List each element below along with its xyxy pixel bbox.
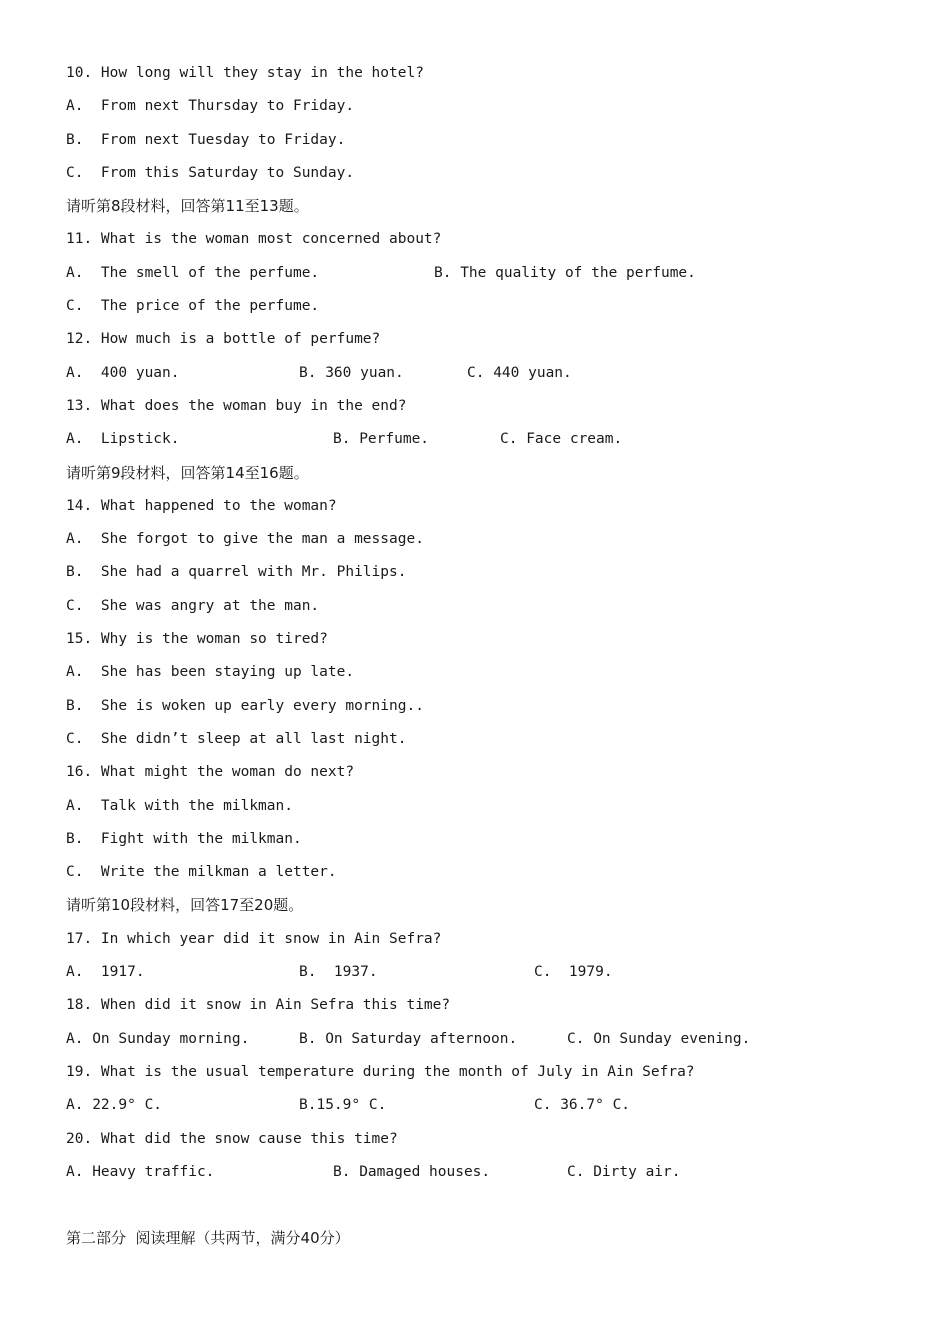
question-13-option-c: C. Face cream.: [500, 431, 623, 448]
question-16-stem: 16. What might the woman do next?: [66, 764, 355, 781]
passage-8-instruction: 请听第8段材料，回答第11至13题。: [66, 197, 309, 216]
section-gap: [66, 1194, 906, 1227]
question-19-option-b: B.15.9° C.: [299, 1097, 387, 1114]
question-10-option-b: B. From next Tuesday to Friday.: [66, 131, 346, 148]
question-15-option-b: B. She is woken up early every morning..: [66, 697, 424, 714]
question-20-stem: 20. What did the snow cause this time?: [66, 1130, 398, 1147]
question-18-stem: 18. When did it snow in Ain Sefra this time?: [66, 997, 451, 1014]
question-12-option-a: A. 400 yuan.: [66, 364, 180, 381]
question-12-option-b: B. 360 yuan.: [299, 364, 404, 381]
part-2-title: 第二部分 阅读理解（共两节，满分40分）: [66, 1229, 350, 1248]
question-19-options-row: [66, 1094, 906, 1127]
question-18-options-row: [66, 1028, 906, 1061]
question-10-option-a: A. From next Thursday to Friday.: [66, 98, 355, 115]
question-12-stem: 12. How much is a bottle of perfume?: [66, 331, 381, 348]
question-14-option-a: A. She forgot to give the man a message.: [66, 531, 424, 548]
question-14-option-b: B. She had a quarrel with Mr. Philips.: [66, 564, 407, 581]
question-18-option-a: A. On Sunday morning.: [66, 1030, 250, 1047]
question-19-option-a: A. 22.9° C.: [66, 1097, 163, 1114]
question-18-option-b: B. On Saturday afternoon.: [299, 1030, 518, 1047]
question-20-option-c: C. Dirty air.: [567, 1163, 681, 1180]
question-11-option-a: A. The smell of the perfume.: [66, 264, 320, 281]
question-17-stem: 17. In which year did it snow in Ain Sefra?: [66, 930, 442, 947]
question-17-option-b: B. 1937.: [299, 964, 378, 981]
passage-9-instruction: 请听第9段材料，回答第14至16题。: [66, 463, 309, 482]
question-13-option-b: B. Perfume.: [333, 431, 430, 448]
question-14-option-c: C. She was angry at the man.: [66, 597, 320, 614]
question-15-option-a: A. She has been staying up late.: [66, 664, 355, 681]
question-19-stem: 19. What is the usual temperature during the month of July in Ain Sefra?: [66, 1063, 695, 1080]
question-20-option-a: A. Heavy traffic.: [66, 1163, 215, 1180]
question-13-option-a: A. Lipstick.: [66, 431, 180, 448]
question-19-option-c: C. 36.7° C.: [534, 1097, 631, 1114]
question-16-option-c: C. Write the milkman a letter.: [66, 864, 337, 881]
question-10-stem: 10. How long will they stay in the hotel?: [66, 65, 424, 81]
question-20-option-b: B. Damaged houses.: [333, 1163, 491, 1180]
question-17-options-row: [66, 961, 906, 994]
question-18-option-c: C. On Sunday evening.: [567, 1030, 751, 1047]
exam-page: [66, 62, 906, 1261]
question-15-stem: 15. Why is the woman so tired?: [66, 631, 328, 648]
question-20-options-row: [66, 1161, 906, 1194]
question-13-options-row: [66, 428, 906, 461]
question-17-option-a: A. 1917.: [66, 964, 145, 981]
question-13-stem: 13. What does the woman buy in the end?: [66, 397, 407, 414]
question-11-option-c: C. The price of the perfume.: [66, 298, 320, 315]
question-16-option-b: B. Fight with the milkman.: [66, 830, 302, 847]
question-12-options-row: [66, 362, 906, 395]
question-11-stem: 11. What is the woman most concerned about?: [66, 231, 442, 248]
question-14-stem: 14. What happened to the woman?: [66, 497, 337, 514]
question-15-option-c: C. She didn’t sleep at all last night.: [66, 730, 407, 747]
question-16-option-a: A. Talk with the milkman.: [66, 797, 293, 814]
question-11-options-row: [66, 262, 906, 295]
question-17-option-c: C. 1979.: [534, 964, 613, 981]
question-12-option-c: C. 440 yuan.: [467, 364, 572, 381]
question-11-option-b: B. The quality of the perfume.: [434, 264, 696, 281]
question-10-option-c: C. From this Saturday to Sunday.: [66, 164, 355, 181]
passage-10-instruction: 请听第10段材料，回答17至20题。: [66, 896, 304, 915]
